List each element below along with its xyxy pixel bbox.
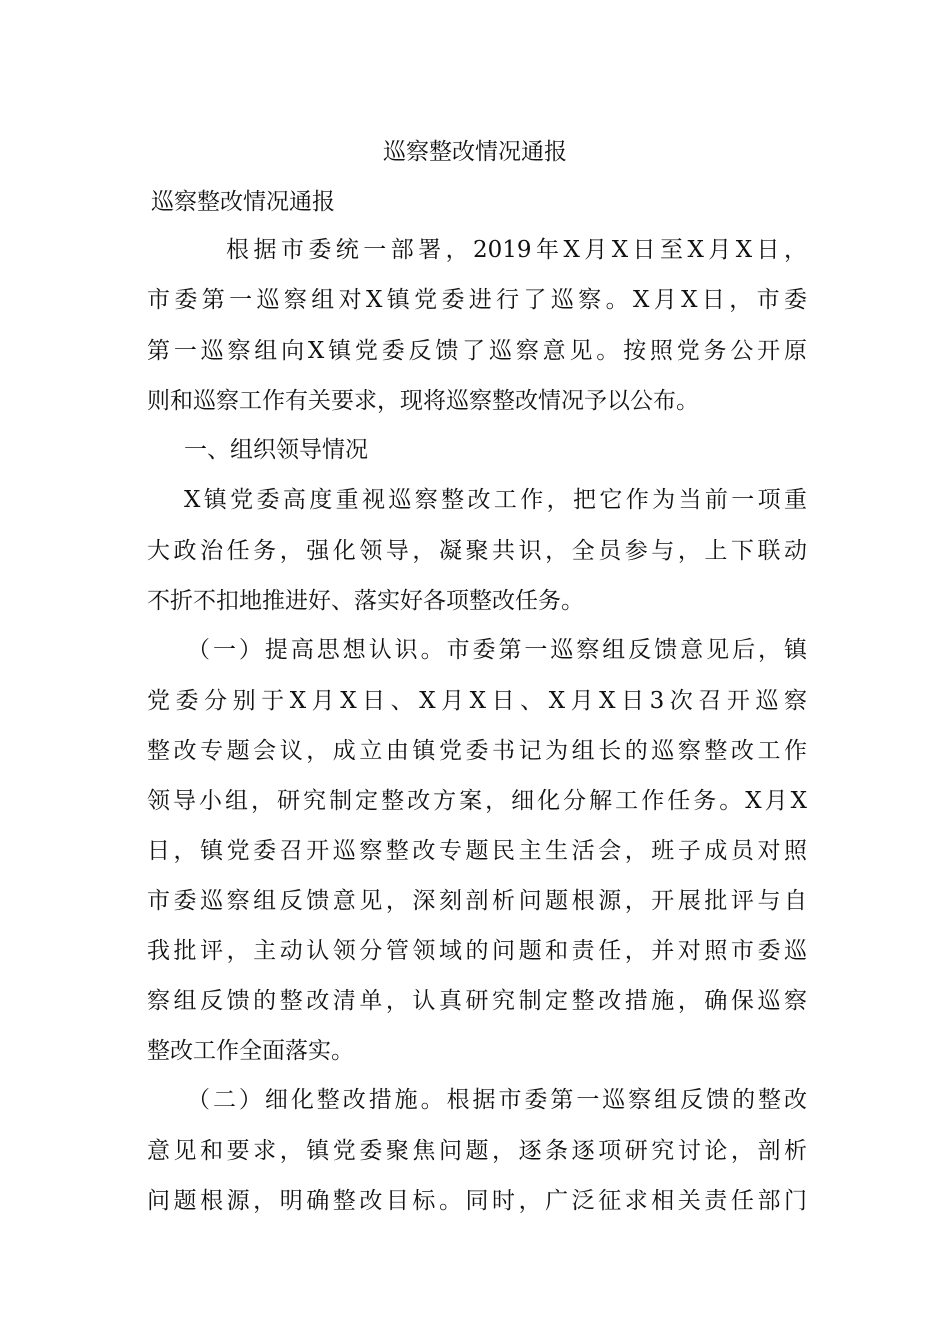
- paragraph-line: 意见和要求，镇党委聚焦问题，逐条逐项研究讨论，剖析: [147, 1138, 807, 1164]
- paragraph-line: 领导小组，研究制定整改方案，细化分解工作任务。X月X: [147, 788, 807, 814]
- paragraph-line: （二）细化整改措施。根据市委第一巡察组反馈的整改: [187, 1087, 807, 1113]
- paragraph-line: 大政治任务，强化领导，凝聚共识，全员参与，上下联动: [147, 538, 807, 564]
- paragraph-line: X镇党委高度重视巡察整改工作，把它作为当前一项重: [184, 487, 807, 513]
- paragraph-line: 整改工作全面落实。: [147, 1038, 354, 1064]
- paragraph-line: 第一巡察组向X镇党委反馈了巡察意见。按照党务公开原: [147, 338, 807, 364]
- paragraph-line: 日，镇党委召开巡察整改专题民主生活会，班子成员对照: [147, 838, 807, 864]
- paragraph-line: 党委分别于X月X日、X月X日、X月X日3次召开巡察: [147, 688, 807, 714]
- paragraph-line: 根据市委统一部署，2019年X月X日至X月X日，: [226, 237, 807, 263]
- section-heading: 一、组织领导情况: [184, 437, 368, 463]
- paragraph-line: 问题根源，明确整改目标。同时，广泛征求相关责任部门: [147, 1188, 807, 1214]
- paragraph-line: 市委巡察组反馈意见，深刻剖析问题根源，开展批评与自: [147, 888, 807, 914]
- paragraph-line: 市委第一巡察组对X镇党委进行了巡察。X月X日，市委: [147, 287, 807, 313]
- paragraph-line: （一）提高思想认识。市委第一巡察组反馈意见后，镇: [187, 637, 807, 663]
- paragraph-line: 我批评，主动认领分管领域的问题和责任，并对照市委巡: [147, 938, 807, 964]
- paragraph-line: 察组反馈的整改清单，认真研究制定整改措施，确保巡察: [147, 988, 807, 1014]
- document-subtitle: 巡察整改情况通报: [151, 189, 335, 215]
- paragraph-line: 则和巡察工作有关要求，现将巡察整改情况予以公布。: [147, 388, 699, 414]
- paragraph-line: 整改专题会议，成立由镇党委书记为组长的巡察整改工作: [147, 738, 807, 764]
- paragraph-line: 不折不扣地推进好、落实好各项整改任务。: [147, 588, 584, 614]
- document-title: 巡察整改情况通报: [383, 139, 567, 165]
